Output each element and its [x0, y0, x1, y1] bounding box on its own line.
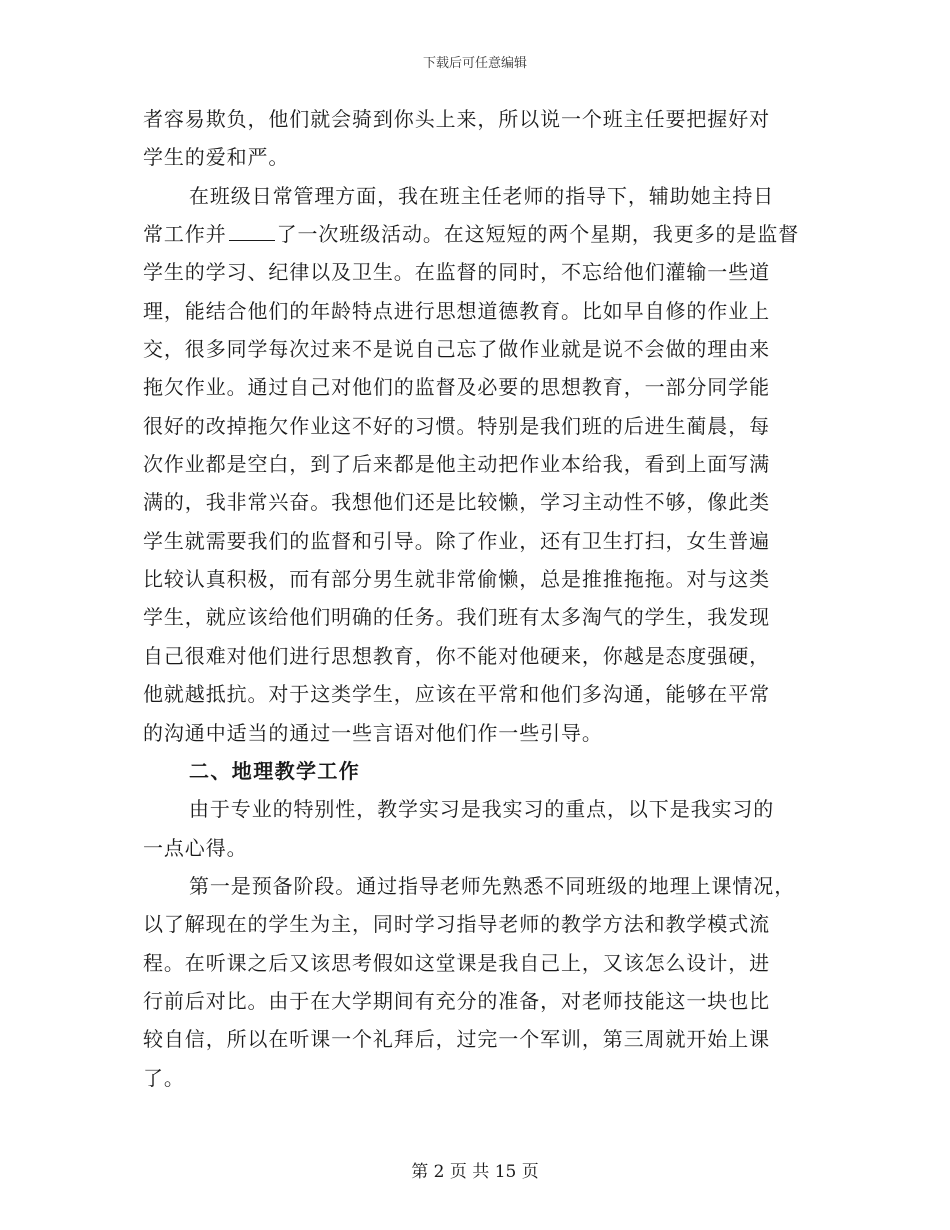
paragraph-line: 第一是预备阶段。通过指导老师先熟悉不同班级的地理上课情况， [189, 873, 796, 898]
paragraph-line: 以了解现在的学生为主，同时学习指导老师的教学方法和教学模式流 [143, 912, 770, 937]
paragraph-line: 行前后对比。由于在大学期间有充分的准备，对老师技能这一块也比 [143, 988, 770, 1013]
paragraph-line: 交，很多同学每次过来不是说自己忘了做作业就是说不会做的理由来 [143, 337, 770, 362]
paragraph-line: 程。在听课之后又该思考假如这堂课是我自己上，又该怎么设计，进 [143, 950, 770, 975]
paragraph-line: 自己很难对他们进行思想教育，你不能对他硬来，你越是态度强硬， [143, 643, 770, 668]
paragraph-line: 较自信，所以在听课一个礼拜后，过完一个军训，第三周就开始上课 [143, 1027, 770, 1052]
paragraph-line: 满的，我非常兴奋。我想他们还是比较懒，学习主动性不够，像此类 [143, 490, 770, 515]
paragraph-line: 学生的爱和严。 [143, 145, 290, 170]
section-heading: 二、地理教学工作 [189, 758, 361, 783]
paragraph-line: 一点心得。 [143, 835, 248, 860]
paragraph-line: 很好的改掉拖欠作业这不好的习惯。特别是我们班的后进生蔺晨，每 [143, 413, 770, 438]
paragraph-line: 的沟通中适当的通过一些言语对他们作一些引导。 [143, 720, 603, 745]
paragraph-line: 理，能结合他们的年龄特点进行思想道德教育。比如早自修的作业上 [143, 298, 770, 323]
paragraph-line: 在班级日常管理方面，我在班主任老师的指导下，辅助她主持日 [189, 183, 775, 208]
fill-in-blank [229, 218, 275, 241]
paragraph-line [143, 215, 823, 253]
paragraph-line: 者容易欺负，他们就会骑到你头上来，所以说一个班主任要把握好对 [143, 107, 770, 131]
paragraph-line: 拖欠作业。通过自己对他们的监督及必要的思想教育，一部分同学能 [143, 375, 770, 400]
page-header: 下载后可任意编辑 [422, 56, 527, 71]
document-body [143, 100, 823, 1097]
paragraph-line: 次作业都是空白，到了后来都是他主动把作业本给我，看到上面写满 [143, 452, 770, 477]
line-segment: 了一次班级活动。在这短短的两个星期，我更多的是监督 [276, 222, 800, 247]
paragraph-line: 比较认真积极，而有部分男生就非常偷懒，总是推推拖拖。对与这类 [143, 567, 770, 592]
line-segment: 常工作并 [143, 222, 227, 247]
paragraph-line: 了。 [143, 1065, 185, 1090]
paragraph-line: 由于专业的特别性，教学实习是我实习的重点，以下是我实习的 [189, 797, 775, 822]
paragraph-line: 学生，就应该给他们明确的任务。我们班有太多淘气的学生，我发现 [143, 605, 770, 630]
paragraph-line: 他就越抵抗。对于这类学生，应该在平常和他们多沟通，能够在平常 [143, 682, 770, 707]
page-number: 第 2 页 共 15 页 [411, 1162, 539, 1182]
paragraph-line: 学生就需要我们的监督和引导。除了作业，还有卫生打扫，女生普遍 [143, 528, 770, 553]
paragraph-line: 学生的学习、纪律以及卫生。在监督的同时，不忘给他们灌输一些道 [143, 260, 770, 285]
